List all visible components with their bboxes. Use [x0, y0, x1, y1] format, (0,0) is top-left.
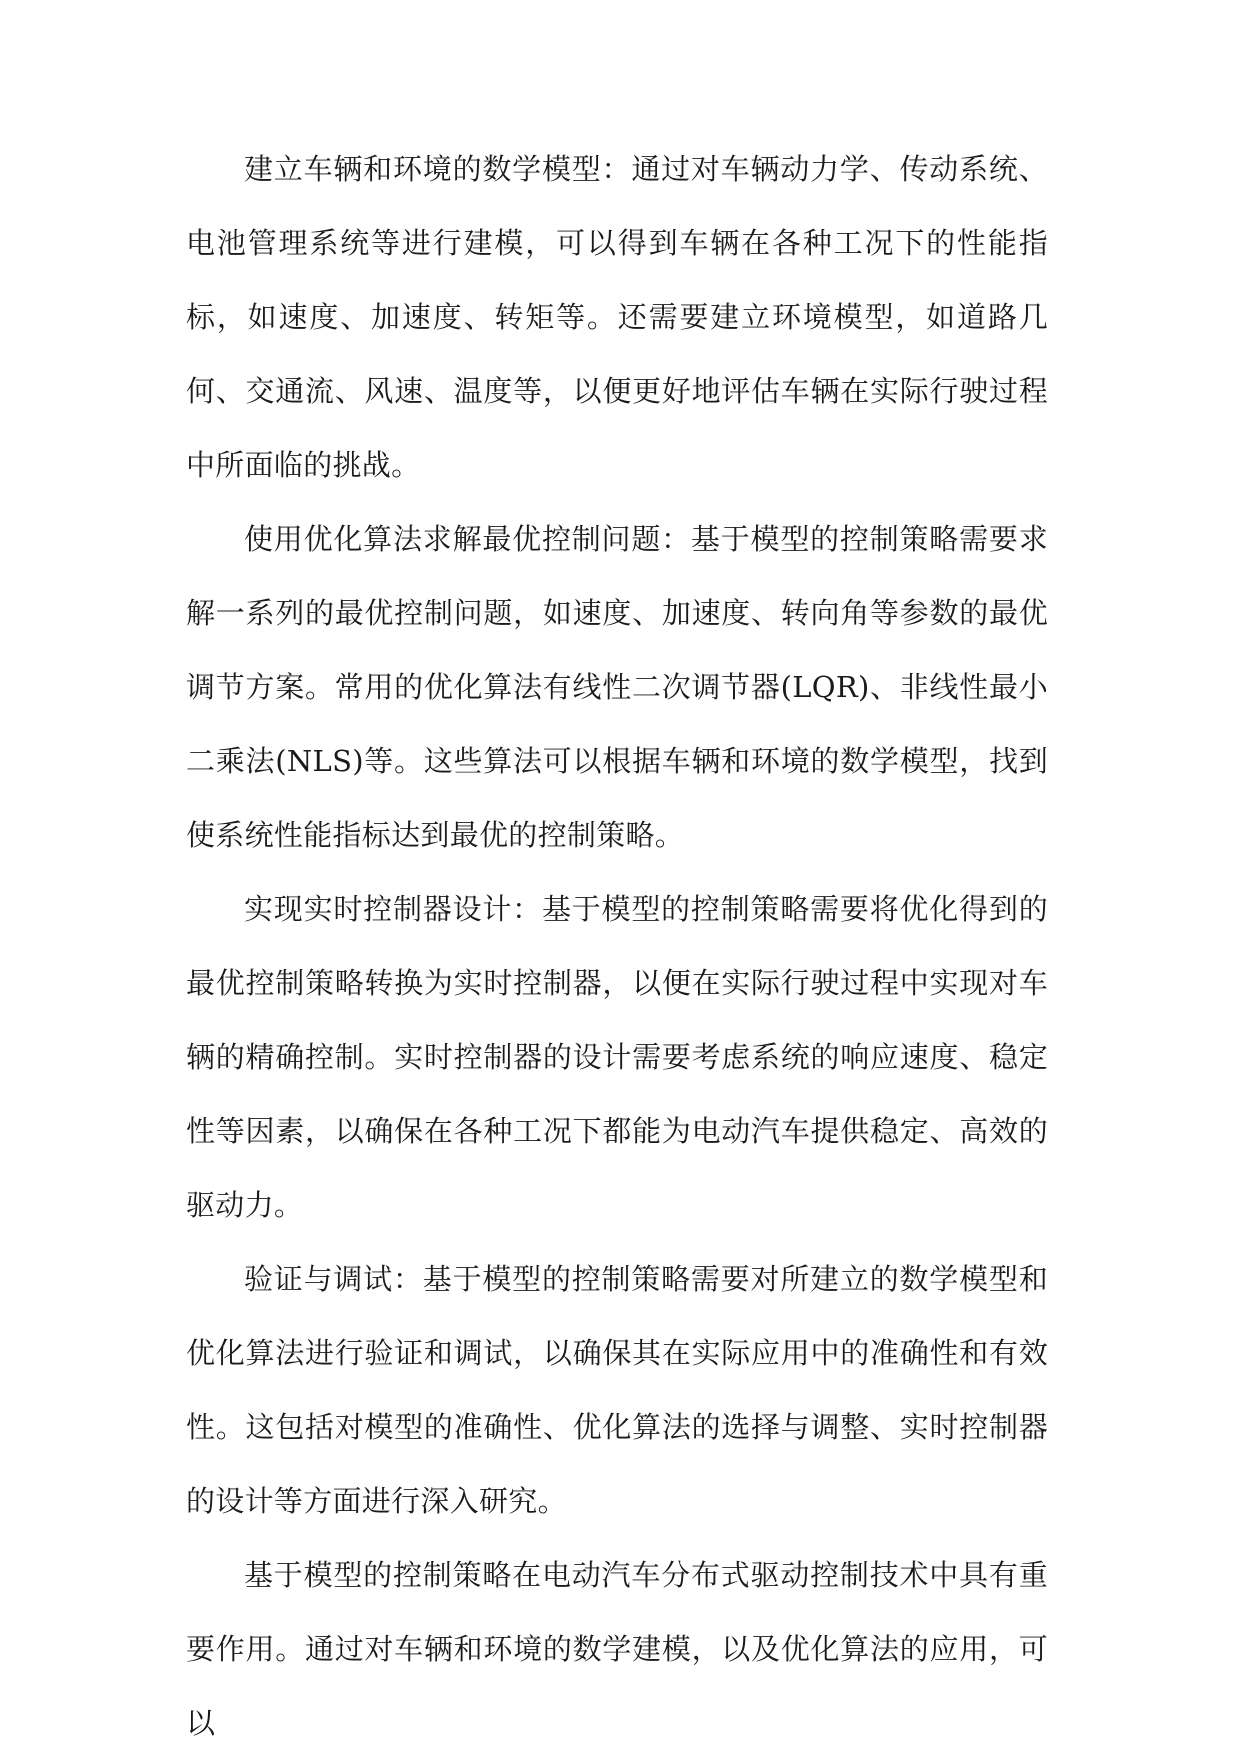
- paragraph-summary: 基于模型的控制策略在电动汽车分布式驱动控制技术中具有重要作用。通过对车辆和环境的数学建模，以及优化算法的应用，可以: [186, 1558, 1048, 1740]
- paragraph-realtime-controller: 实现实时控制器设计：基于模型的控制策略需要将优化得到的最优控制策略转换为实时控制器，以便在实际行驶过程中实现对车辆的精确控制。实时控制器的设计需要考虑系统的响应速度、稳定性等因素，以确保在各种工况下都能为电动汽车提供稳定、高效的驱动力。: [186, 892, 1048, 1222]
- paragraph-validation-debugging: 验证与调试：基于模型的控制策略需要对所建立的数学模型和优化算法进行验证和调试，以确保其在实际应用中的准确性和有效性。这包括对模型的准确性、优化算法的选择与调整、实时控制器的设计等方面进行深入研究。: [186, 1262, 1048, 1518]
- paragraph-optimization-algorithms: 使用优化算法求解最优控制问题：基于模型的控制策略需要求解一系列的最优控制问题，如速度、加速度、转向角等参数的最优调节方案。常用的优化算法有线性二次调节器(LQR)、非线性最小二乘法(NLS)等。这些算法可以根据车辆和环境的数学模型，找到使系统性能指标达到最优的控制策略。: [186, 522, 1048, 852]
- body-text: [186, 132, 1048, 1760]
- paragraph-vehicle-environment-model: 建立车辆和环境的数学模型：通过对车辆动力学、传动系统、电池管理系统等进行建模，可以得到车辆在各种工况下的性能指标，如速度、加速度、转矩等。还需要建立环境模型，如道路几何、交通流、风速、温度等，以便更好地评估车辆在实际行驶过程中所面临的挑战。: [186, 152, 1048, 482]
